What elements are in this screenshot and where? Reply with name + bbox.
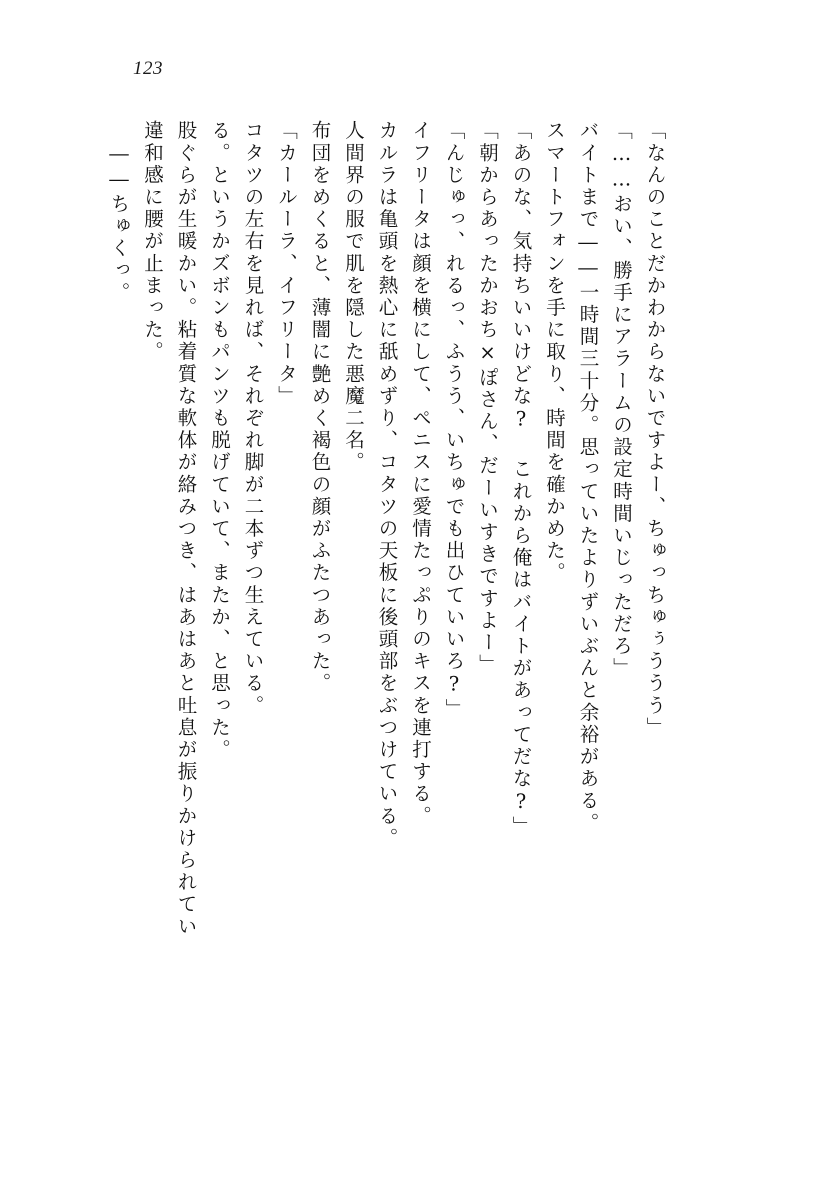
text-line: 「カールーラ、イフリータ」 xyxy=(275,120,298,408)
text-line: コタツの左右を見れば、それぞれ脚が二本ずつ生えている。 xyxy=(241,120,265,717)
text-line: 「朝からあったかおち×ぽさん、だーいすきですよー」 xyxy=(476,120,499,676)
text-line: イフリータは顔を横にして、ペニスに愛情たっぷりのキスを連打する。 xyxy=(409,120,432,828)
text-line: 違和感に腰が止まった。 xyxy=(141,120,164,364)
text-line: バイトまで――一時間三十分。思っていたよりずいぶんと余裕がある。 xyxy=(576,120,600,835)
text-line: 股ぐらが生暖かい。粘着質な軟体が絡みつき、はあはあと吐息が振りかけられてい xyxy=(174,120,198,938)
text-line: 人間界の服で肌を隠した悪魔二名。 xyxy=(342,120,365,474)
text-line: カルラは亀頭を熱心に舐めずり、コタツの天板に後頭部をぶつけている。 xyxy=(375,120,399,850)
text-line: ――ちゅくっ。 xyxy=(107,142,131,304)
vertical-text-body xyxy=(95,120,735,1080)
text-line: る。というかズボンもパンツも脱げていて、またか、と思った。 xyxy=(208,120,231,761)
text-line: 「あのな、気持ちいいけどな? これから俺はバイトがあってだな?」 xyxy=(509,120,533,838)
text-line: 「なんのことだかわからないですよー、ちゅっちゅぅううう」 xyxy=(643,120,667,739)
page-number: 123 xyxy=(133,58,163,79)
text-line: 「……おい、勝手にアラームの設定時間いじっただろ」 xyxy=(610,120,633,680)
text-line: スマートフォンを手に取り、時間を確かめた。 xyxy=(543,120,566,585)
text-line: 布団をめくると、薄闇に艶めく褐色の顔がふたつあった。 xyxy=(308,120,332,695)
text-line: 「んじゅっ、れるっ、ふうう、いちゅでも出ひていいろ?」 xyxy=(442,120,466,721)
